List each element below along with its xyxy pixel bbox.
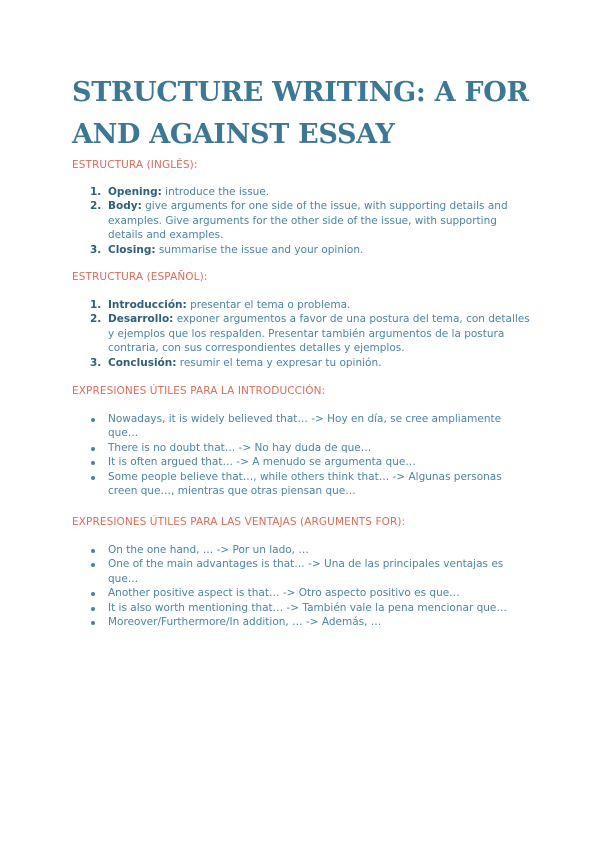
item-text: Some people believe that…, while others think that… -> Algunas personas creen que…, mientras que otras piensan que… [108,470,502,498]
item-text: There is no doubt that… -> No hay duda de que… [108,441,372,454]
item-number: 1. [90,299,102,311]
list-item [72,412,532,441]
item-text: exponer argumentos a favor de una postura del tema, con detalles y ejemplos que los respalden. Presentar también argumentos de la postura contraria, con sus correspondientes detalles y ejemplos. [108,313,530,355]
bullet-icon [91,476,95,480]
list-item [72,312,532,355]
item-number: 2. [90,313,102,326]
item-text: One of the main advantages is that… -> Una de las principales ventajas es que… [108,558,504,585]
list-item [72,615,532,629]
section-heading-structure-english: ESTRUCTURA (INGLÉS): [72,159,198,171]
bullet-icon [91,461,95,465]
list-item [72,470,532,499]
bullet-icon [91,621,95,625]
item-text: It is often argued that… -> A menudo se argumenta que… [108,456,416,469]
item-text: introduce the issue. [161,186,270,198]
list-item [72,441,532,455]
list-item [72,243,532,257]
structure-spanish-list [72,298,532,370]
list-item [72,298,532,312]
item-number: 3. [90,356,102,369]
item-text: It is also worth mentioning that… -> También vale la pena mencionar que… [108,601,507,614]
section-heading-structure-spanish: ESTRUCTURA (ESPAÑOL): [72,271,208,283]
item-term: Body: [108,200,142,213]
item-number: 1. [90,186,102,198]
bullet-icon [91,549,95,553]
advantages-expressions-list [72,543,532,629]
item-term: Conclusión: [108,356,177,369]
list-item [72,543,532,557]
list-item [72,557,532,586]
item-text: summarise the issue and your opinion. [155,243,364,256]
page-title: STRUCTURE WRITING: A FOR AND AGAINST ESSAY [72,77,529,150]
item-term: Closing: [108,243,156,256]
item-term: Desarrollo: [108,313,174,326]
list-item [72,601,532,615]
section-heading-intro-expressions: EXPRESIONES ÚTILES PARA LA INTRODUCCIÓN: [72,385,326,397]
list-item [72,586,532,600]
item-text: presentar el tema o problema. [186,299,351,311]
item-text: Moreover/Furthermore/In addition, … -> Además, … [108,616,382,629]
list-item [72,455,532,469]
bullet-icon [91,418,95,422]
item-text: give arguments for one side of the issue, with supporting details and examples. Give arguments for the other side of the issue, with supporting details and examples. [108,200,508,242]
item-term: Introducción: [108,299,187,311]
item-term: Opening: [108,186,162,198]
list-item [72,185,532,199]
item-text: Nowadays, it is widely believed that… -> Hoy en día, se cree ampliamente que… [108,413,502,440]
item-number: 3. [90,243,102,256]
item-text: Another positive aspect is that… -> Otro aspecto positivo es que… [108,587,460,600]
item-text: On the one hand, … -> Por un lado, … [108,544,309,556]
bullet-icon [91,563,95,567]
structure-english-list [72,185,532,257]
list-item [72,199,532,242]
intro-expressions-list [72,412,532,498]
item-number: 2. [90,200,102,213]
section-heading-advantages-expressions: EXPRESIONES ÚTILES PARA LAS VENTAJAS (ARGUMENTS FOR): [72,516,406,528]
bullet-icon [91,607,95,611]
bullet-icon [91,592,95,596]
item-text: resumir el tema y expresar tu opinión. [176,356,382,369]
list-item [72,356,532,370]
bullet-icon [91,447,95,451]
